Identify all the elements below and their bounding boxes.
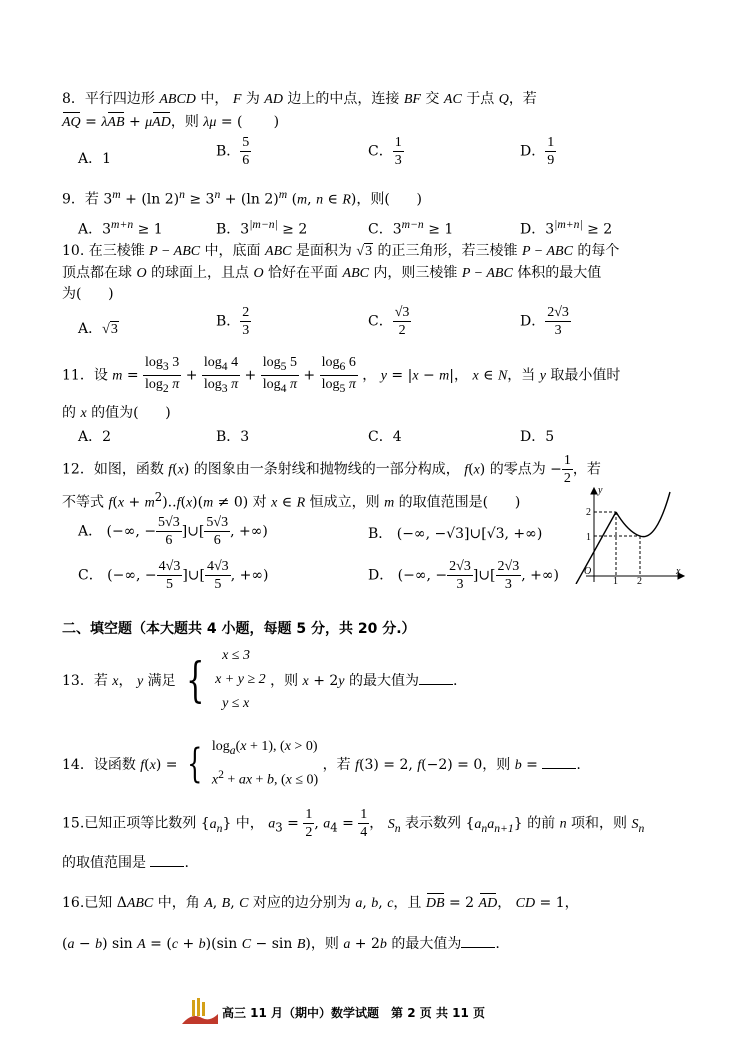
q8-stem-line2: AQ = λAB + μAD，则 λμ = ( ) (62, 114, 280, 130)
q16-stem-line2: (a − b) sin A = (c + b)(sin C − sin B)，则 a + 2b 的最大值为 . (62, 936, 500, 952)
q8-option-c: C． $\frac{1}{3}$ (368, 135, 402, 168)
graph-y-label: y (598, 485, 603, 496)
q15-stem-line2: 的取值范围是 . (62, 855, 189, 871)
q9-option-a: A．$3^{m+n} \ge 1$ (78, 218, 163, 238)
q10-option-b: B． $\frac{2}{3}$ (216, 305, 250, 338)
y-axis-arrow (591, 488, 597, 494)
q14-cases (212, 735, 318, 792)
q12-function-graph (566, 484, 686, 584)
q15-stem-line1: 15.已知正项等比数列 $\{a_n\}$ 中， $a_3$ = $\frac{1}{2}$ , $a_4$ = $\frac{1}{4}$ ， $S_n$ 表示数列 $\{a_na_{n+1}\}$ 的前 n 项和，则 $S_n$ (62, 807, 645, 840)
q13-system (215, 644, 266, 716)
q12-option-c: C． (−∞, − $\frac{4√3}{5}$ ]∪[ $\frac{4√3}{5}$ , +∞) (78, 559, 269, 592)
q8-option-d: D． $\frac{1}{9}$ (520, 135, 555, 168)
parabola (616, 492, 670, 537)
section2-title: 二、填空题（本大题共 4 小题，每题 5 分，共 20 分.） (62, 621, 416, 637)
q12-option-d: D． (−∞, − $\frac{2√3}{3}$ ]∪[ $\frac{2√3}{3}$ , +∞) (368, 559, 559, 592)
q8-option-a: A．1 (78, 151, 112, 167)
q9-option-b: B．$3^{|m-n|} \ge 2$ (216, 218, 308, 238)
q10-stem-line3: 为( ) (62, 286, 114, 302)
footer-text: 高三 11 月（期中）数学试题 第 2 页 共 11 页 (222, 1006, 485, 1020)
q10-stem-line1: 10. 在三棱锥 P − ABC 中，底面 ABC 是面积为 √3 的正三角形，若三棱锥 P − ABC 的每个 (62, 243, 620, 259)
q8-option-b: B． $\frac{5}{6}$ (216, 135, 250, 168)
q13-constraint-2: x + y ≥ 2 (215, 672, 266, 687)
graph-y1-label: 1 (586, 532, 591, 543)
graph-x1-label: 1 (613, 576, 618, 584)
graph-x2-label: 2 (637, 576, 642, 584)
graph-y2-label: 2 (586, 507, 591, 518)
q11-stem-line2: 的 x 的值为( ) (62, 405, 171, 421)
q10-option-d: D． $\frac{2√3}{3}$ (520, 305, 569, 338)
q14-case-1: $\log_a(x + 1)$, (x > 0) (211, 739, 318, 757)
q12-option-a: A． (−∞, − $\frac{5√3}{6}$ ]∪[ $\frac{5√3}{6}$ , +∞) (78, 515, 268, 548)
ray (576, 512, 616, 584)
q9-option-c: C．$3^{m-n} \ge 1$ (368, 218, 454, 238)
q12-stem-line2: 不等式 $f(x + m^2)..f(x)(m \ne 0)$ 对 x ∈ R 恒成立，则 m 的取值范围是( ) (62, 490, 521, 511)
footer-logo (180, 996, 220, 1030)
graph-origin-label: O (584, 566, 592, 577)
q9-stem: 9．若 $3^m + (\ln$ $2)^n \ge 3^n + (\ln$ 2)$^m$ (m, n ∈ R)，则( ) (62, 188, 422, 208)
q13-constraint-1: x ≤ 3 (215, 648, 250, 663)
q16-stem-line1: 16.已知 ΔABC 中，角 A, B, C 对应的边分别为 a, b, c，且 DB = 2 AD， CD = 1， (62, 895, 579, 911)
q9-option-d: D．$3^{|m+n|} \ge 2$ (520, 218, 613, 238)
q11-stem-line1: 11．设 m = $\frac{\log_3 3}{\log_2 \pi}$ + $\frac{\log_4 4}{\log_3 \pi}$ + $\frac{\log_5 5}{\log_4 \pi}$ + $\frac{\log_6 6}{\log_5 \pi}$ ， y = |x − m|， x ∈ N，当 y 取最小值时 (62, 355, 621, 395)
q13-constraint-3: y ≤ x (215, 696, 250, 711)
q11-option-b: B．3 (216, 429, 250, 445)
graph-x-label: x (676, 566, 681, 577)
q14-brace-icon: { (187, 740, 203, 787)
q14-stem: 14．设函数 f(x) = { $\log_a(x + 1)$, (x > 0) $x^2$ + ax + b, (x ≤ 0) ，若 f(3) = 2, f(−2) = 0，则 b = . (62, 735, 581, 792)
q11-option-d: D．5 (520, 429, 555, 445)
q13-stem: 13．若 x， y 满足 { x ≤ 3 x + y ≥ 2 y ≤ x ，则 x + 2y 的最大值为 . (62, 644, 457, 716)
q12-stem-line1: 12．如图，函数 f(x) 的图象由一条射线和抛物线的一部分构成， f(x) 的零点为 − $\frac{1}{2}$ ，若 (62, 453, 601, 486)
q14-case-2: $x^2$ + ax + b, (x ≤ 0) (211, 767, 319, 788)
q11-option-c: C．4 (368, 429, 402, 445)
q8-stem-line1: 8．平行四边形 ABCD 中， F 为 AD 边上的中点，连接 BF 交 AC 于点 Q，若 (62, 91, 537, 107)
q10-option-c: C． $\frac{√3}{2}$ (368, 305, 410, 338)
q11-option-a: A．2 (78, 429, 112, 445)
q12-option-b: B． (−∞, −√3]∪[√3, +∞) (368, 526, 543, 542)
q10-stem-line2: 顶点都在球 O 的球面上，且点 O 恰好在平面 ABC 内，则三棱锥 P − ABC 体积的最大值 (62, 265, 602, 281)
q13-brace-icon: { (186, 652, 205, 708)
q10-option-a: A．√3 (78, 321, 118, 337)
